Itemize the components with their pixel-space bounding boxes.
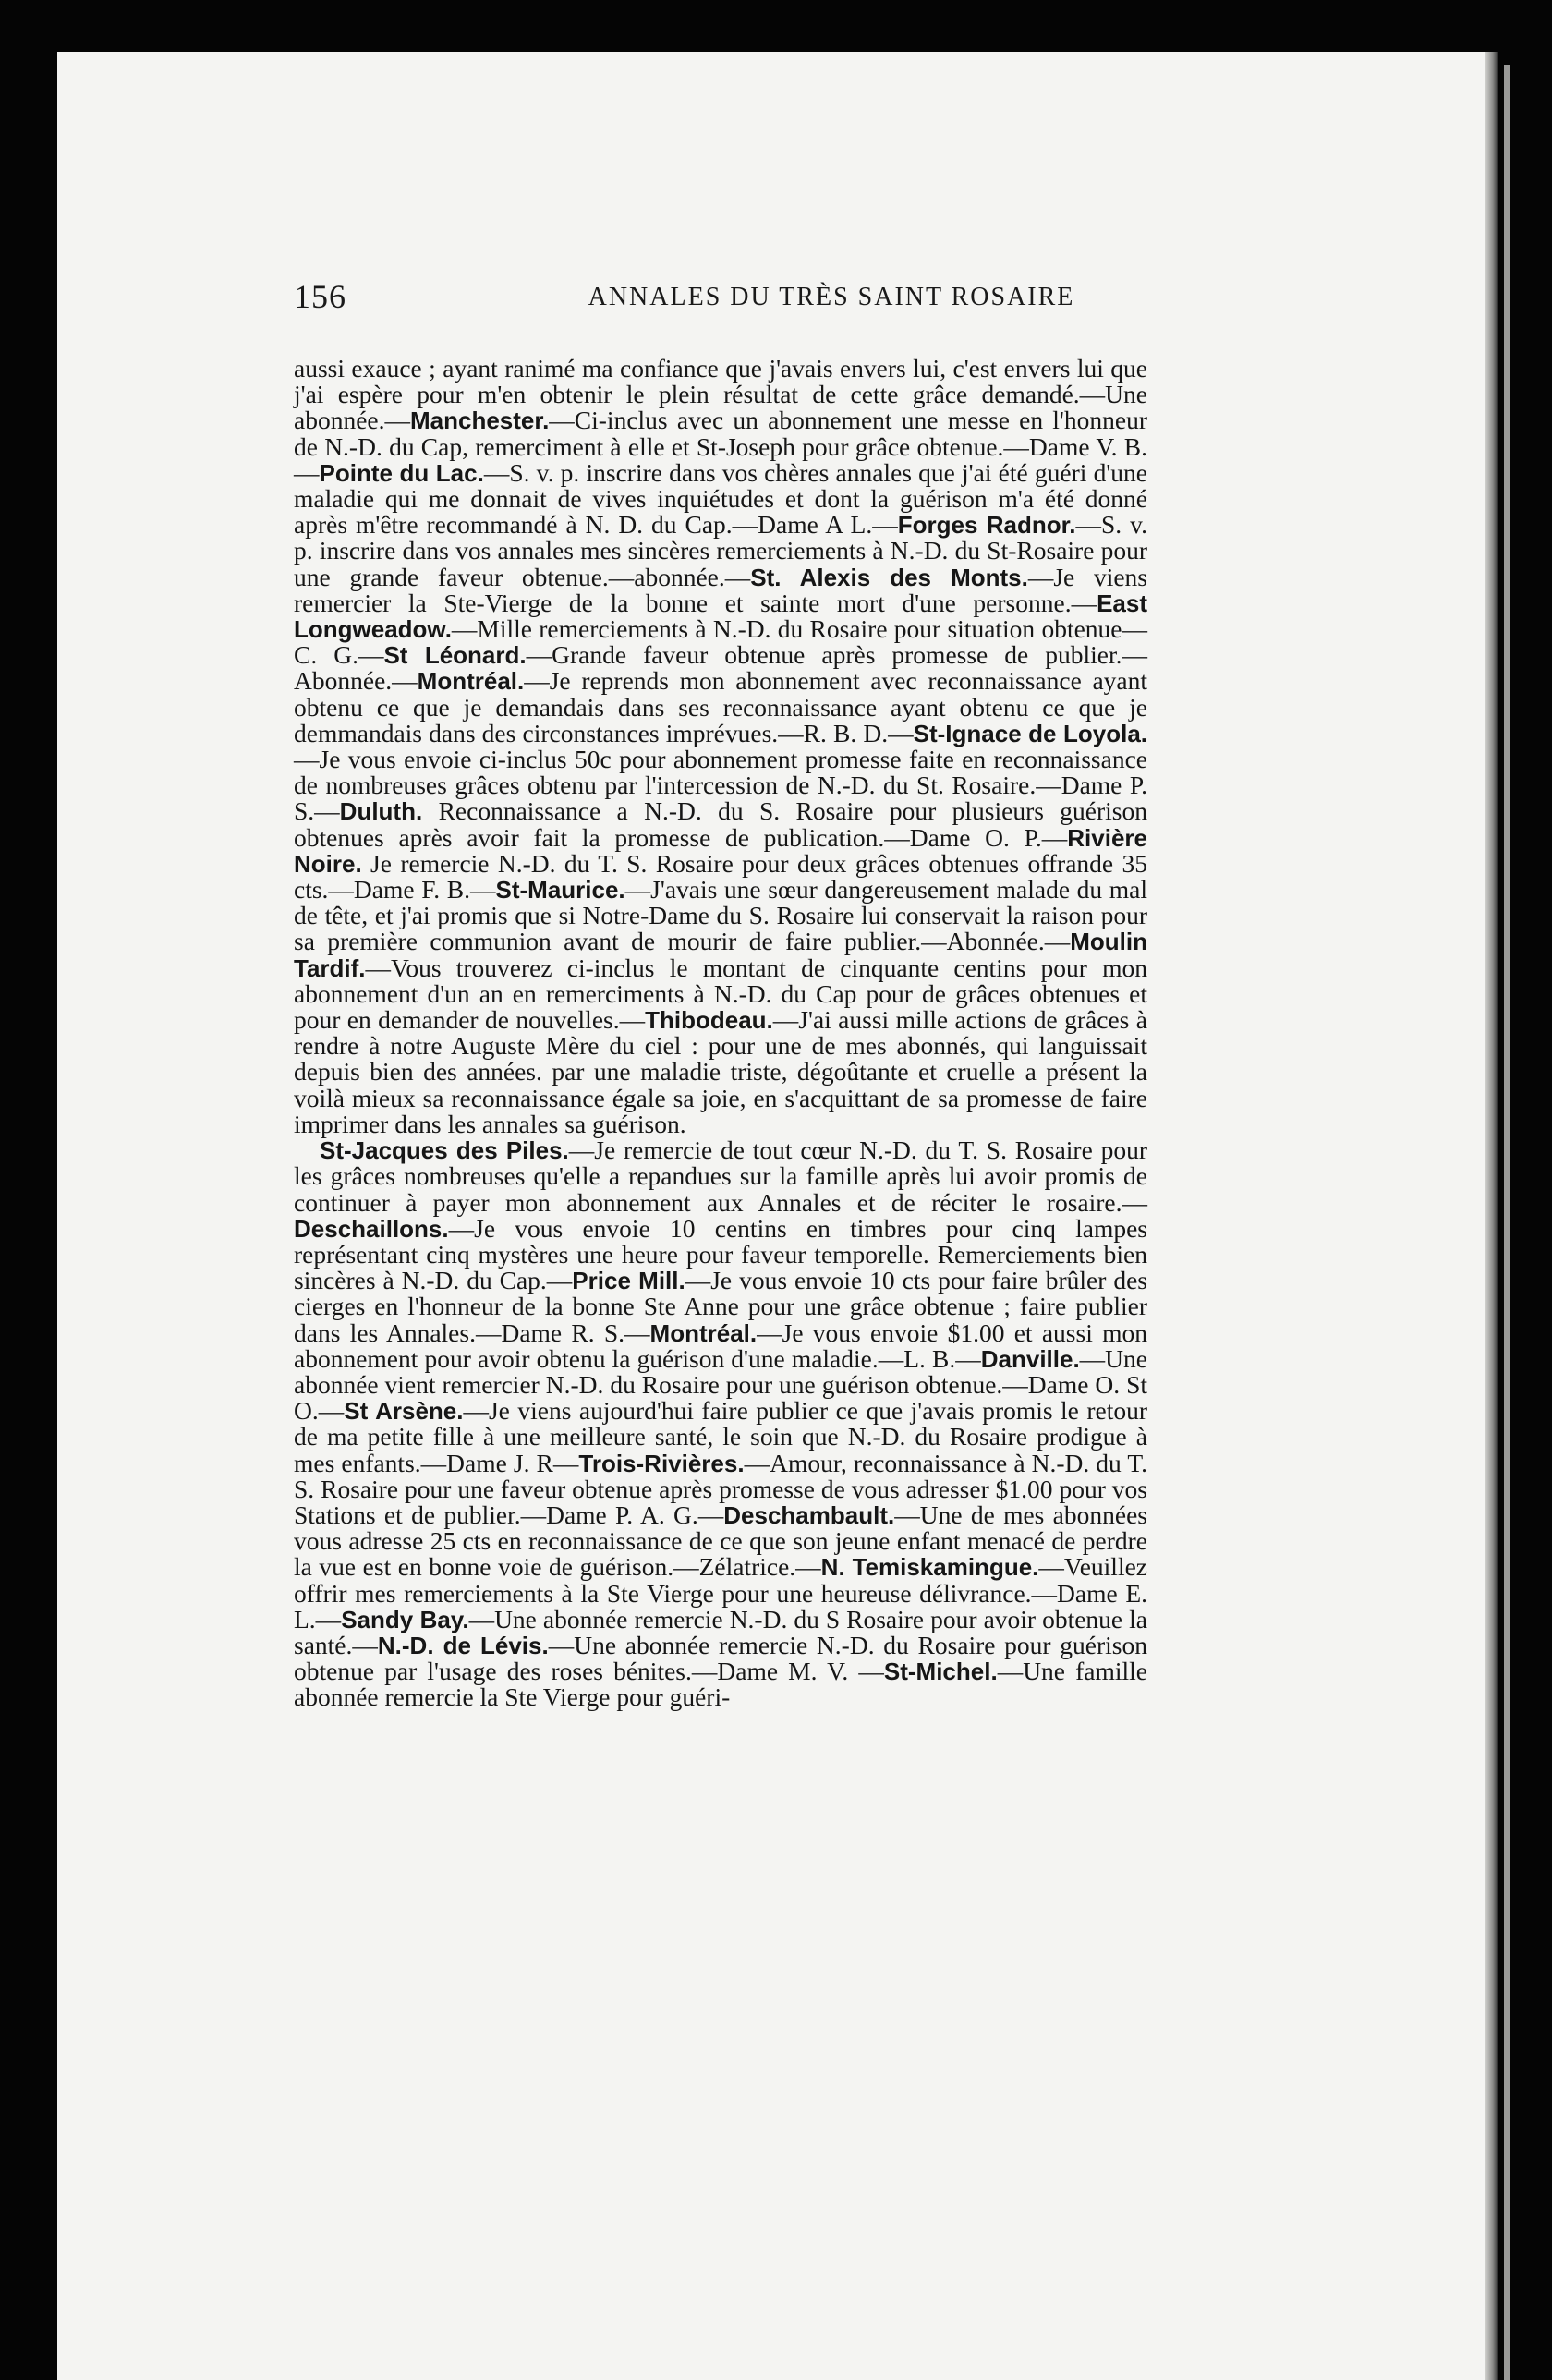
text-run: Je remercie N.-D. du T. S. Rosaire pour deux grâces obtenues offrande 35 cts.—Dame F. B.— — [294, 848, 1147, 905]
paragraph — [294, 1137, 1147, 1710]
text-run: —Je vous envoie $1.00 et aussi mon abonnement pour avoir obtenu la guérison d'une maladie.—L. B.— — [294, 1318, 1147, 1373]
page-gutter — [1485, 52, 1498, 2380]
text-run: —Je vous envoie ci-inclus 50c pour abonnement promesse faite en reconnaissance de nombreuses grâces obtenu par l'intercession de N.-D. du St. Rosaire.—Dame P. S.— — [294, 745, 1147, 826]
place-name: Trois-Rivières. — [578, 1449, 745, 1477]
text-run: —Une abonnée vient remercier N.-D. du Rosaire pour une guérison obtenue.—Dame O. St O.— — [294, 1343, 1147, 1426]
place-name: N. Temiskamingue. — [820, 1553, 1039, 1582]
text-run: —Grande faveur obtenue après promesse de publier.—Abonnée.— — [294, 640, 1147, 696]
place-name: Price Mill. — [572, 1267, 685, 1295]
text-run: —Je remercie de tout cœur N.-D. du T. S. Rosaire pour les grâces nombreuses qu'elle a repandues sur la famille après lui avoir promis de continuer à payer mon abonnement aux Annales et de réciter le rosaire.— — [294, 1135, 1147, 1217]
text-run: —Une abonnée remercie N.-D. du Rosaire pour guérison obtenue par l'usage des roses bénites.—Dame M. V. — — [294, 1630, 1147, 1686]
text-run: —Ci-inclus avec un abonnement une messe en l'honneur de N.-D. du Cap, remerciment à elle et St-Joseph pour grâce obtenue.—Dame V. B.— — [294, 406, 1147, 487]
place-name: Moulin Tardif. — [294, 928, 1147, 982]
place-name: East Longweadow. — [294, 589, 1147, 644]
place-name: Duluth. — [339, 797, 423, 826]
text-run: —Je vous envoie 10 cts pour faire brûler des cierges en l'honneur de la bonne Ste Anne pour une grâce obtenue ; faire publier dans les Annales.—Dame R. S.— — [294, 1266, 1147, 1347]
place-name: St-Maurice. — [495, 876, 625, 905]
text-run: —J'ai aussi mille actions de grâces à rendre à notre Auguste Mère du ciel : pour une de mes abonnés, qui languissait depuis bien des années. par une maladie triste, dégoûtante et cruelle a présent la voilà mieux sa reconnaissance égale sa joie, en s'acquittant de sa promesse de faire imprimer dans les annales sa guérison. — [294, 1005, 1147, 1138]
text-run: —S. v. p. inscrire dans vos chères annales que j'ai été guéri d'une maladie qui me donnait de vives inquiétudes et dont la guérison m'a été donné après m'être recommandé à N. D. du Cap.—Dame A L.— — [294, 457, 1147, 540]
text-run: aussi exauce ; ayant ranimé ma confiance que j'avais envers lui, c'est envers lui que j'ai espère pour m'en obtenir le plein résultat de cette grâce demandé.—Une abonnée.— — [294, 354, 1147, 435]
place-name: St-Jacques des Piles. — [320, 1136, 569, 1165]
text-run: Reconnaissance a N.-D. du S. Rosaire pour plusieurs guérison obtenues après avoir fait la promesse de publication.—Dame O. P.— — [294, 796, 1147, 852]
place-name: St-Ignace de Loyola. — [913, 719, 1148, 747]
place-name: Sandy Bay. — [341, 1605, 469, 1633]
text-run: —Mille remerciements à N.-D. du Rosaire pour situation obtenue— C. G.— — [294, 614, 1147, 670]
place-name: Deschaillons. — [294, 1214, 449, 1243]
text-run: —J'avais une sœur dangereusement malade du mal de tête, et j'ai promis que si Notre-Dame du S. Rosaire lui conservait la raison pour sa première communion avant de mourir de faire publier.—Abonnée.— — [294, 875, 1147, 956]
place-name: St Léonard. — [383, 641, 527, 670]
text-run: —Amour, reconnaissance à N.-D. du T. S. Rosaire pour une faveur obtenue après promesse de vous adresser $1.00 pour vos Stations et de publier.—Dame P. A. G.— — [294, 1448, 1147, 1529]
text-run: —S. v. p. inscrire dans vos annales mes sincères remerciements à N.-D. du St-Rosaire pour une grande faveur obtenue.—abonnée.— — [294, 510, 1147, 591]
body-text — [294, 356, 1147, 1711]
facing-page-edge — [1504, 65, 1510, 2380]
place-name: Montréal. — [417, 667, 525, 696]
place-name: Pointe du Lac. — [319, 458, 484, 487]
text-run: —Veuillez offrir mes remerciements à la Ste Vierge pour une heureuse délivrance.—Dame E. L.— — [294, 1552, 1147, 1633]
paragraph — [294, 356, 1147, 1137]
place-name: St Arsène. — [344, 1397, 464, 1426]
text-run: —Je viens aujourd'hui faire publier ce que j'avais promis le retour de ma petite fille à une meilleure santé, le soin que N.-D. du Rosaire prodigue à mes enfants.—Dame J. R— — [294, 1396, 1148, 1477]
place-name: St-Michel. — [883, 1658, 998, 1686]
place-name: Danville. — [980, 1344, 1080, 1373]
place-name: St. Alexis des Monts. — [750, 563, 1028, 591]
place-name: Thibodeau. — [645, 1006, 773, 1035]
place-name: Forges Radnor. — [897, 511, 1076, 540]
page-number: 156 — [294, 278, 346, 315]
place-name: N.-D. de Lévis. — [377, 1631, 549, 1659]
page-header — [294, 277, 1147, 323]
place-name: Rivière Noire. — [294, 823, 1147, 878]
text-run: —Vous trouverez ci-inclus le montant de cinquante centins pour mon abonnement d'un an en remerciments à N.-D. du Cap pour de grâces obtenues et pour en demander de nouvelles.— — [294, 953, 1147, 1035]
place-name: Deschambault. — [723, 1500, 895, 1529]
text-run: —Je vous envoie 10 centins en timbres pour cinq lampes représentant cinq mystères une heure pour faveur temporelle. Remerciements bien sincères à N.-D. du Cap.— — [294, 1213, 1147, 1295]
text-run: —Je viens remercier la Ste-Vierge de la bonne et sainte mort d'une personne.— — [294, 562, 1147, 617]
text-run: —Je reprends mon abonnement avec reconnaissance ayant obtenu ce que je demandais dans ses reconnaissance ayant obtenu ce que je demmandais dans des circonstances imprévues.—R. B. D.— — [294, 666, 1147, 747]
text-run: —Une famille abonnée remercie la Ste Vierge pour guéri- — [294, 1657, 1147, 1712]
running-title: ANNALES DU TRÈS SAINT ROSAIRE — [588, 283, 1075, 311]
text-run: —Une abonnée remercie N.-D. du S Rosaire pour avoir obtenue la santé.— — [294, 1604, 1147, 1659]
place-name: Manchester. — [410, 407, 550, 435]
place-name: Montréal. — [649, 1318, 758, 1347]
text-run: —Une de mes abonnées vous adresse 25 cts en reconnaissance de ce que son jeune enfant menacé de perdre la vue est en bonne voie de guérison.—Zélatrice.— — [294, 1500, 1148, 1582]
